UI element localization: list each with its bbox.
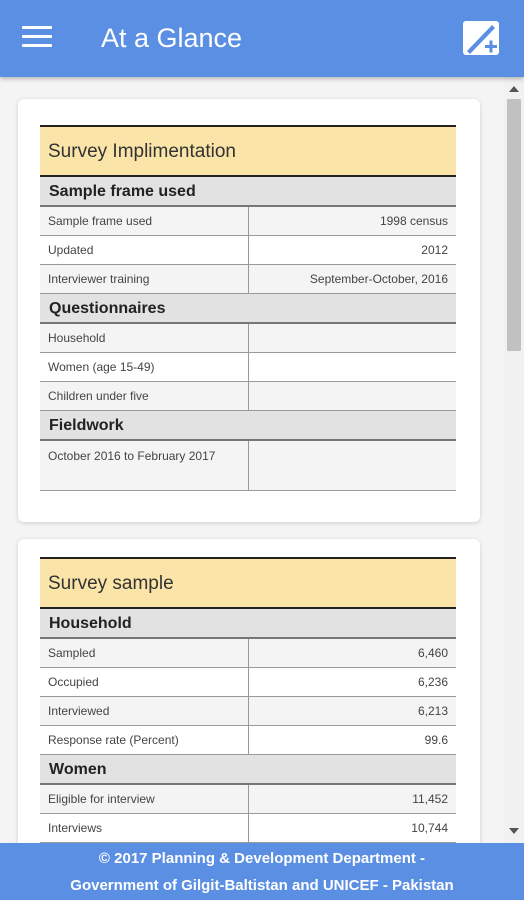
row-label: Response rate (Percent) [48,733,179,747]
share-icon[interactable] [461,19,501,57]
row-value: 6,236 [248,668,456,696]
table-row [40,265,456,294]
page-title: At a Glance [101,23,243,53]
row-label: Sampled [48,646,96,660]
table-row [40,639,456,668]
row-value: 6,213 [248,697,456,725]
section-header: Questionnaires [40,294,456,324]
sample-card [18,539,480,843]
row-label: Children under five [48,389,149,403]
row-value: 10,744 [248,814,456,842]
row-value [248,353,456,381]
scroll-down-arrow-icon[interactable] [509,828,519,834]
scrollbar-thumb[interactable] [507,99,521,351]
row-label: Updated [48,243,94,257]
scroll-up-arrow-icon[interactable] [509,86,519,92]
row-value: 1998 census [248,207,456,235]
section-header: Household [40,609,456,639]
row-label: Interviews [48,821,103,835]
table-row [40,814,456,843]
table-row [40,382,456,411]
row-value [248,382,456,410]
section-header: Fieldwork [40,411,456,441]
table-row [40,441,456,491]
sample-table [40,557,456,843]
row-value [248,324,456,352]
row-label: Household [48,331,106,345]
row-label: Interviewer training [48,272,150,286]
table-row [40,697,456,726]
row-value: 2012 [248,236,456,264]
table-row [40,207,456,236]
vertical-scrollbar[interactable] [504,77,524,843]
app-bar [0,0,524,77]
row-value [248,441,456,490]
table-row [40,785,456,814]
row-label: Occupied [48,675,99,689]
table-row [40,726,456,755]
table-row [40,324,456,353]
row-label: October 2016 to February 2017 [48,449,216,463]
table-title: Survey sample [40,557,456,609]
table-title: Survey Implimentation [40,125,456,177]
content-area[interactable] [0,77,504,843]
implementation-card [18,99,480,522]
table-row [40,668,456,697]
footer-line-1: © 2017 Planning & Development Department - [98,850,426,867]
row-label: Interviewed [48,704,110,718]
hamburger-menu-icon[interactable] [22,26,52,48]
row-label: Eligible for interview [48,792,155,806]
implementation-table [40,125,456,491]
footer [0,843,524,900]
row-label: Women (age 15-49) [48,360,155,374]
footer-line-2: Government of Gilgit-Baltistan and UNICEF - Pakistan [70,877,454,894]
section-header: Women [40,755,456,785]
row-value: 6,460 [248,639,456,667]
row-value: 99.6 [248,726,456,754]
section-header: Sample frame used [40,177,456,207]
row-value: September-October, 2016 [248,265,456,293]
row-value: 11,452 [248,785,456,813]
table-row [40,353,456,382]
table-row [40,236,456,265]
row-label: Sample frame used [48,214,153,228]
